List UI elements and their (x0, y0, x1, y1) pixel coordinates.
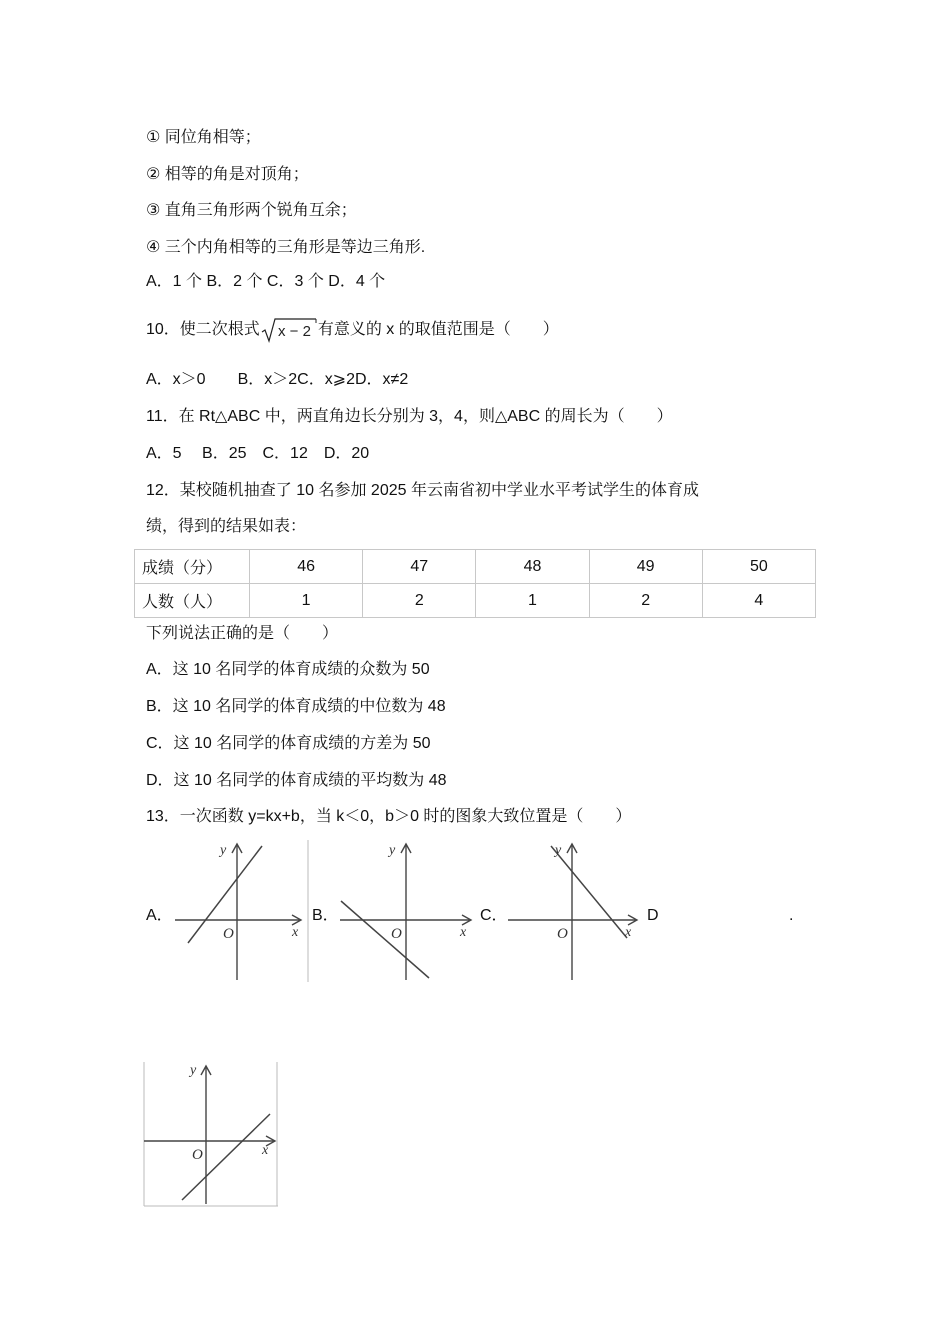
graph-label-c: C． (480, 907, 508, 924)
graph-label-b: B． (312, 907, 339, 924)
graph-b (335, 838, 475, 984)
statement-4: ④ 三个内角相等的三角形是等边三角形. (146, 239, 426, 256)
q12-option-d: D．这 10 名同学的体育成绩的平均数为 48 (146, 772, 447, 789)
statement-1: ① 同位角相等； (146, 129, 261, 146)
axis-label-y: y (555, 843, 562, 858)
q11-options: A．5 B．25 C．12 D．20 (146, 445, 370, 462)
table-cell: 49 (589, 550, 702, 584)
trailing-period: . (789, 907, 794, 924)
table-cell: 2 (363, 584, 476, 618)
table-cell: 50 (702, 550, 815, 584)
table-cell: 46 (250, 550, 363, 584)
row-header-count: 人数（人） (135, 584, 250, 618)
table-cell: 1 (250, 584, 363, 618)
q10-prefix: 10．使二次根式 (146, 321, 260, 339)
q12-option-b: B．这 10 名同学的体育成绩的中位数为 48 (146, 698, 446, 715)
axis-label-x: x (262, 1143, 269, 1158)
q12-question-line1: 12．某校随机抽查了 10 名参加 2025 年云南省初中学业水平考试学生的体育成 (146, 482, 699, 499)
q10-options: A．x＞0 B．x＞2C．x⩾2D．x≠2 (146, 371, 409, 388)
sqrt-radicand: x − 2 (277, 323, 311, 340)
q11-question: 11．在 Rt△ABC 中，两直角边长分别为 3，4，则△ABC 的周长为（ ） (146, 408, 673, 425)
table-cell: 47 (363, 550, 476, 584)
axis-label-x: x (292, 925, 299, 940)
axis-label-y: y (389, 843, 396, 858)
score-table (134, 549, 816, 618)
table-cell: 1 (476, 584, 589, 618)
table-cell: 4 (702, 584, 815, 618)
q12-option-c: C．这 10 名同学的体育成绩的方差为 50 (146, 735, 431, 752)
graph-label-a: A． (146, 907, 173, 924)
origin-label: O (192, 1147, 203, 1163)
origin-label: O (391, 926, 402, 942)
table-cell: 2 (589, 584, 702, 618)
table-cell: 48 (476, 550, 589, 584)
graph-d (142, 1060, 280, 1208)
q12-prompt: 下列说法正确的是（ ） (146, 625, 339, 642)
q13-question: 13．一次函数 y=kx+b，当 k＜0，b＞0 时的图象大致位置是（ ） (146, 808, 632, 825)
origin-label: O (557, 926, 568, 942)
q12-option-a: A．这 10 名同学的体育成绩的众数为 50 (146, 661, 430, 678)
sqrt-expression (261, 317, 317, 343)
statement-3: ③ 直角三角形两个锐角互余； (146, 202, 357, 219)
q12-question-line2: 绩，得到的结果如表： (146, 518, 307, 535)
statement-2: ② 相等的角是对顶角； (146, 166, 309, 183)
graph-a (170, 838, 310, 984)
q10-question (146, 317, 559, 343)
q9-options: A．1 个 B．2 个 C．3 个 D．4 个 (146, 273, 386, 290)
origin-label: O (223, 926, 234, 942)
axis-label-y: y (220, 843, 227, 858)
q10-suffix: 有意义的 x 的取值范围是（ ） (317, 321, 559, 339)
axis-label-x: x (460, 925, 467, 940)
graph-label-d: D (647, 907, 659, 924)
axis-label-x: x (625, 925, 632, 940)
row-header-score: 成绩（分） (135, 550, 250, 584)
graph-c (503, 838, 643, 984)
table-row-counts (135, 584, 816, 618)
axis-label-y: y (190, 1063, 197, 1078)
table-row-scores (135, 550, 816, 584)
